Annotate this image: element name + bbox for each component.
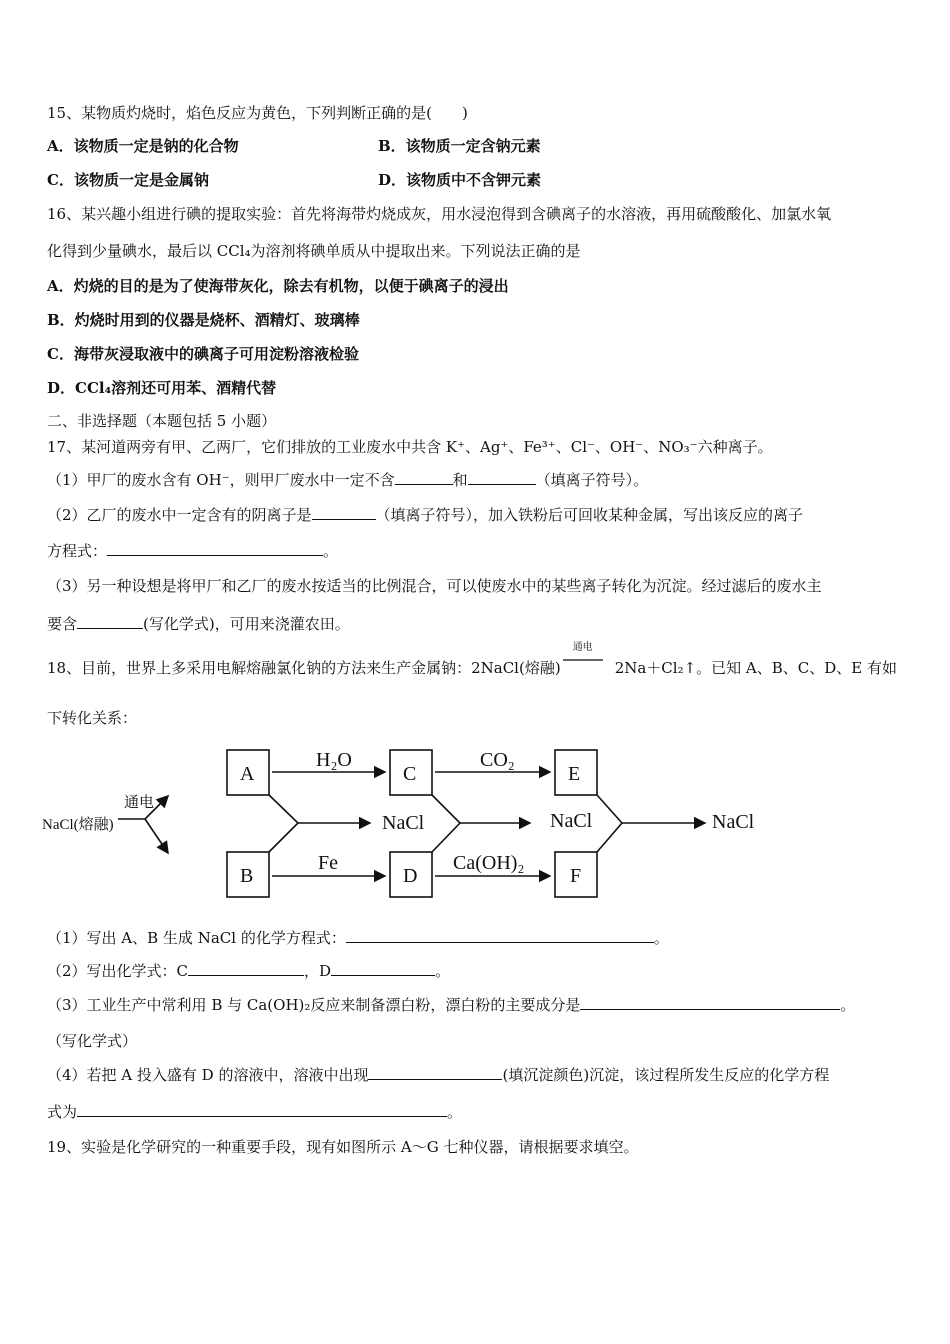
q17-stem: 17、某河道两旁有甲、乙两厂，它们排放的工业废水中共含 K⁺、Ag⁺、Fe³⁺、Cl⁻、OH⁻、NO₃⁻六种离子。 [47, 438, 773, 456]
q18-stem-line2: 下转化关系： [47, 709, 138, 727]
q17-part2-eq-label: 方程式： [47, 542, 108, 560]
period: 。 [840, 996, 856, 1014]
q18-stem-a: 18、目前，世界上多采用电解熔融氯化钠的方法来生产金属钠：2NaCl(熔融) [47, 659, 561, 677]
q18-part1-text: （1）写出 A、B 生成 NaCl 的化学方程式： [47, 929, 346, 947]
reagent-h2o: H₂O [316, 749, 352, 771]
q18-part4-label: 式为 [47, 1103, 78, 1121]
label-a: A [240, 763, 255, 785]
product-nacl-3: NaCl [712, 811, 755, 833]
answer-blank[interactable] [107, 541, 323, 556]
condition-label: 通电 [124, 795, 155, 811]
q17-part1-text: （1）甲厂的废水含有 OH⁻，则甲厂废水中一定不含 [47, 471, 395, 489]
conversion-diagram [40, 735, 800, 905]
q15-option-d: D．该物质中不含钾元素 [378, 171, 542, 189]
period: 。 [653, 929, 669, 947]
period: 。 [447, 1103, 463, 1121]
q15-stem: 15、某物质灼烧时，焰色反应为黄色，下列判断正确的是( ) [47, 104, 468, 122]
q17-part3-end: (写化学式)，可用来浇灌农田。 [143, 615, 350, 633]
q17-part1-and: 和 [452, 471, 468, 489]
label-f: F [570, 865, 582, 887]
answer-blank[interactable] [188, 961, 304, 976]
q18-part3-note: （写化学式） [47, 1032, 138, 1050]
q17-part2-text: （2）乙厂的废水中一定含有的阴离子是 [47, 506, 312, 524]
q15-option-b: B．该物质一定含钠元素 [378, 137, 541, 155]
reagent-caoh2: Ca(OH)₂ [453, 852, 525, 874]
answer-blank[interactable] [77, 1102, 447, 1117]
q16-option-c: C．海带灰浸取液中的碘离子可用淀粉溶液检验 [47, 345, 359, 363]
product-nacl-1: NaCl [382, 812, 425, 834]
q16-option-d: D．CCl₄溶剂还可用苯、酒精代替 [47, 379, 277, 397]
answer-blank[interactable] [580, 995, 840, 1010]
period: 。 [435, 962, 451, 980]
q19-stem: 19、实验是化学研究的一种重要手段，现有如图所示 A～G 七种仪器，请根据要求填空。 [47, 1138, 639, 1156]
section-heading: 二、非选择题（本题包括 5 小题） [47, 412, 277, 430]
q17-part3-label: 要含 [47, 615, 78, 633]
q16-option-b: B．灼烧时用到的仪器是烧杯、酒精灯、玻璃棒 [47, 311, 360, 329]
answer-blank[interactable] [368, 1065, 502, 1080]
q18-stem-b: 2Na＋Cl₂↑。已知 A、B、C、D、E 有如 [614, 659, 898, 677]
q17-part2-cont: （填离子符号），加入铁粉后可回收某种金属，写出该反应的离子 [375, 506, 804, 524]
equals-bar [563, 659, 603, 661]
condition-label: 通电 [572, 642, 593, 653]
q16-stem-line1: 16、某兴趣小组进行碘的提取实验：首先将海带灼烧成灰，用水浸泡得到含碘离子的水溶液，再用硫酸酸化、加氯水氧 [47, 205, 832, 223]
q17-part1-end: （填离子符号）。 [535, 471, 649, 489]
q18-part2-d: ，D [304, 962, 332, 980]
arrow-to-b [145, 819, 168, 853]
q18-part4-cont: (填沉淀颜色)沉淀，该过程所发生反应的化学方程 [502, 1066, 830, 1084]
answer-blank[interactable] [468, 470, 536, 485]
answer-blank[interactable] [346, 928, 654, 943]
label-c: C [403, 763, 417, 785]
q18-part2-c: （2）写出化学式：C [47, 962, 189, 980]
q15-option-c: C．该物质一定是金属钠 [47, 171, 209, 189]
start-label: NaCl(熔融) [42, 817, 114, 833]
reagent-co2: CO₂ [480, 749, 515, 771]
q18-part3-text: （3）工业生产中常利用 B 与 Ca(OH)₂反应来制备漂白粉，漂白粉的主要成分是 [47, 996, 581, 1014]
q16-stem-line2: 化得到少量碘水，最后以 CCl₄为溶剂将碘单质从中提取出来。下列说法正确的是 [47, 242, 581, 260]
period: 。 [323, 542, 339, 560]
label-b: B [240, 865, 254, 887]
electrolysis-condition [563, 642, 613, 678]
q17-part3-text: （3）另一种设想是将甲厂和乙厂的废水按适当的比例混合，可以使废水中的某些离子转化为沉淀。经过滤后的废水主 [47, 577, 822, 595]
q18-part4-text: （4）若把 A 投入盛有 D 的溶液中，溶液中出现 [47, 1066, 369, 1084]
q16-option-a: A．灼烧的目的是为了使海带灰化，除去有机物，以便于碘离子的浸出 [47, 277, 509, 295]
answer-blank[interactable] [77, 614, 143, 629]
label-e: E [568, 763, 581, 785]
answer-blank[interactable] [395, 470, 453, 485]
answer-blank[interactable] [331, 961, 435, 976]
reagent-fe: Fe [318, 852, 338, 874]
answer-blank[interactable] [312, 505, 376, 520]
q15-option-a: A．该物质一定是钠的化合物 [47, 137, 239, 155]
label-d: D [403, 865, 418, 887]
product-nacl-2: NaCl [550, 810, 593, 832]
